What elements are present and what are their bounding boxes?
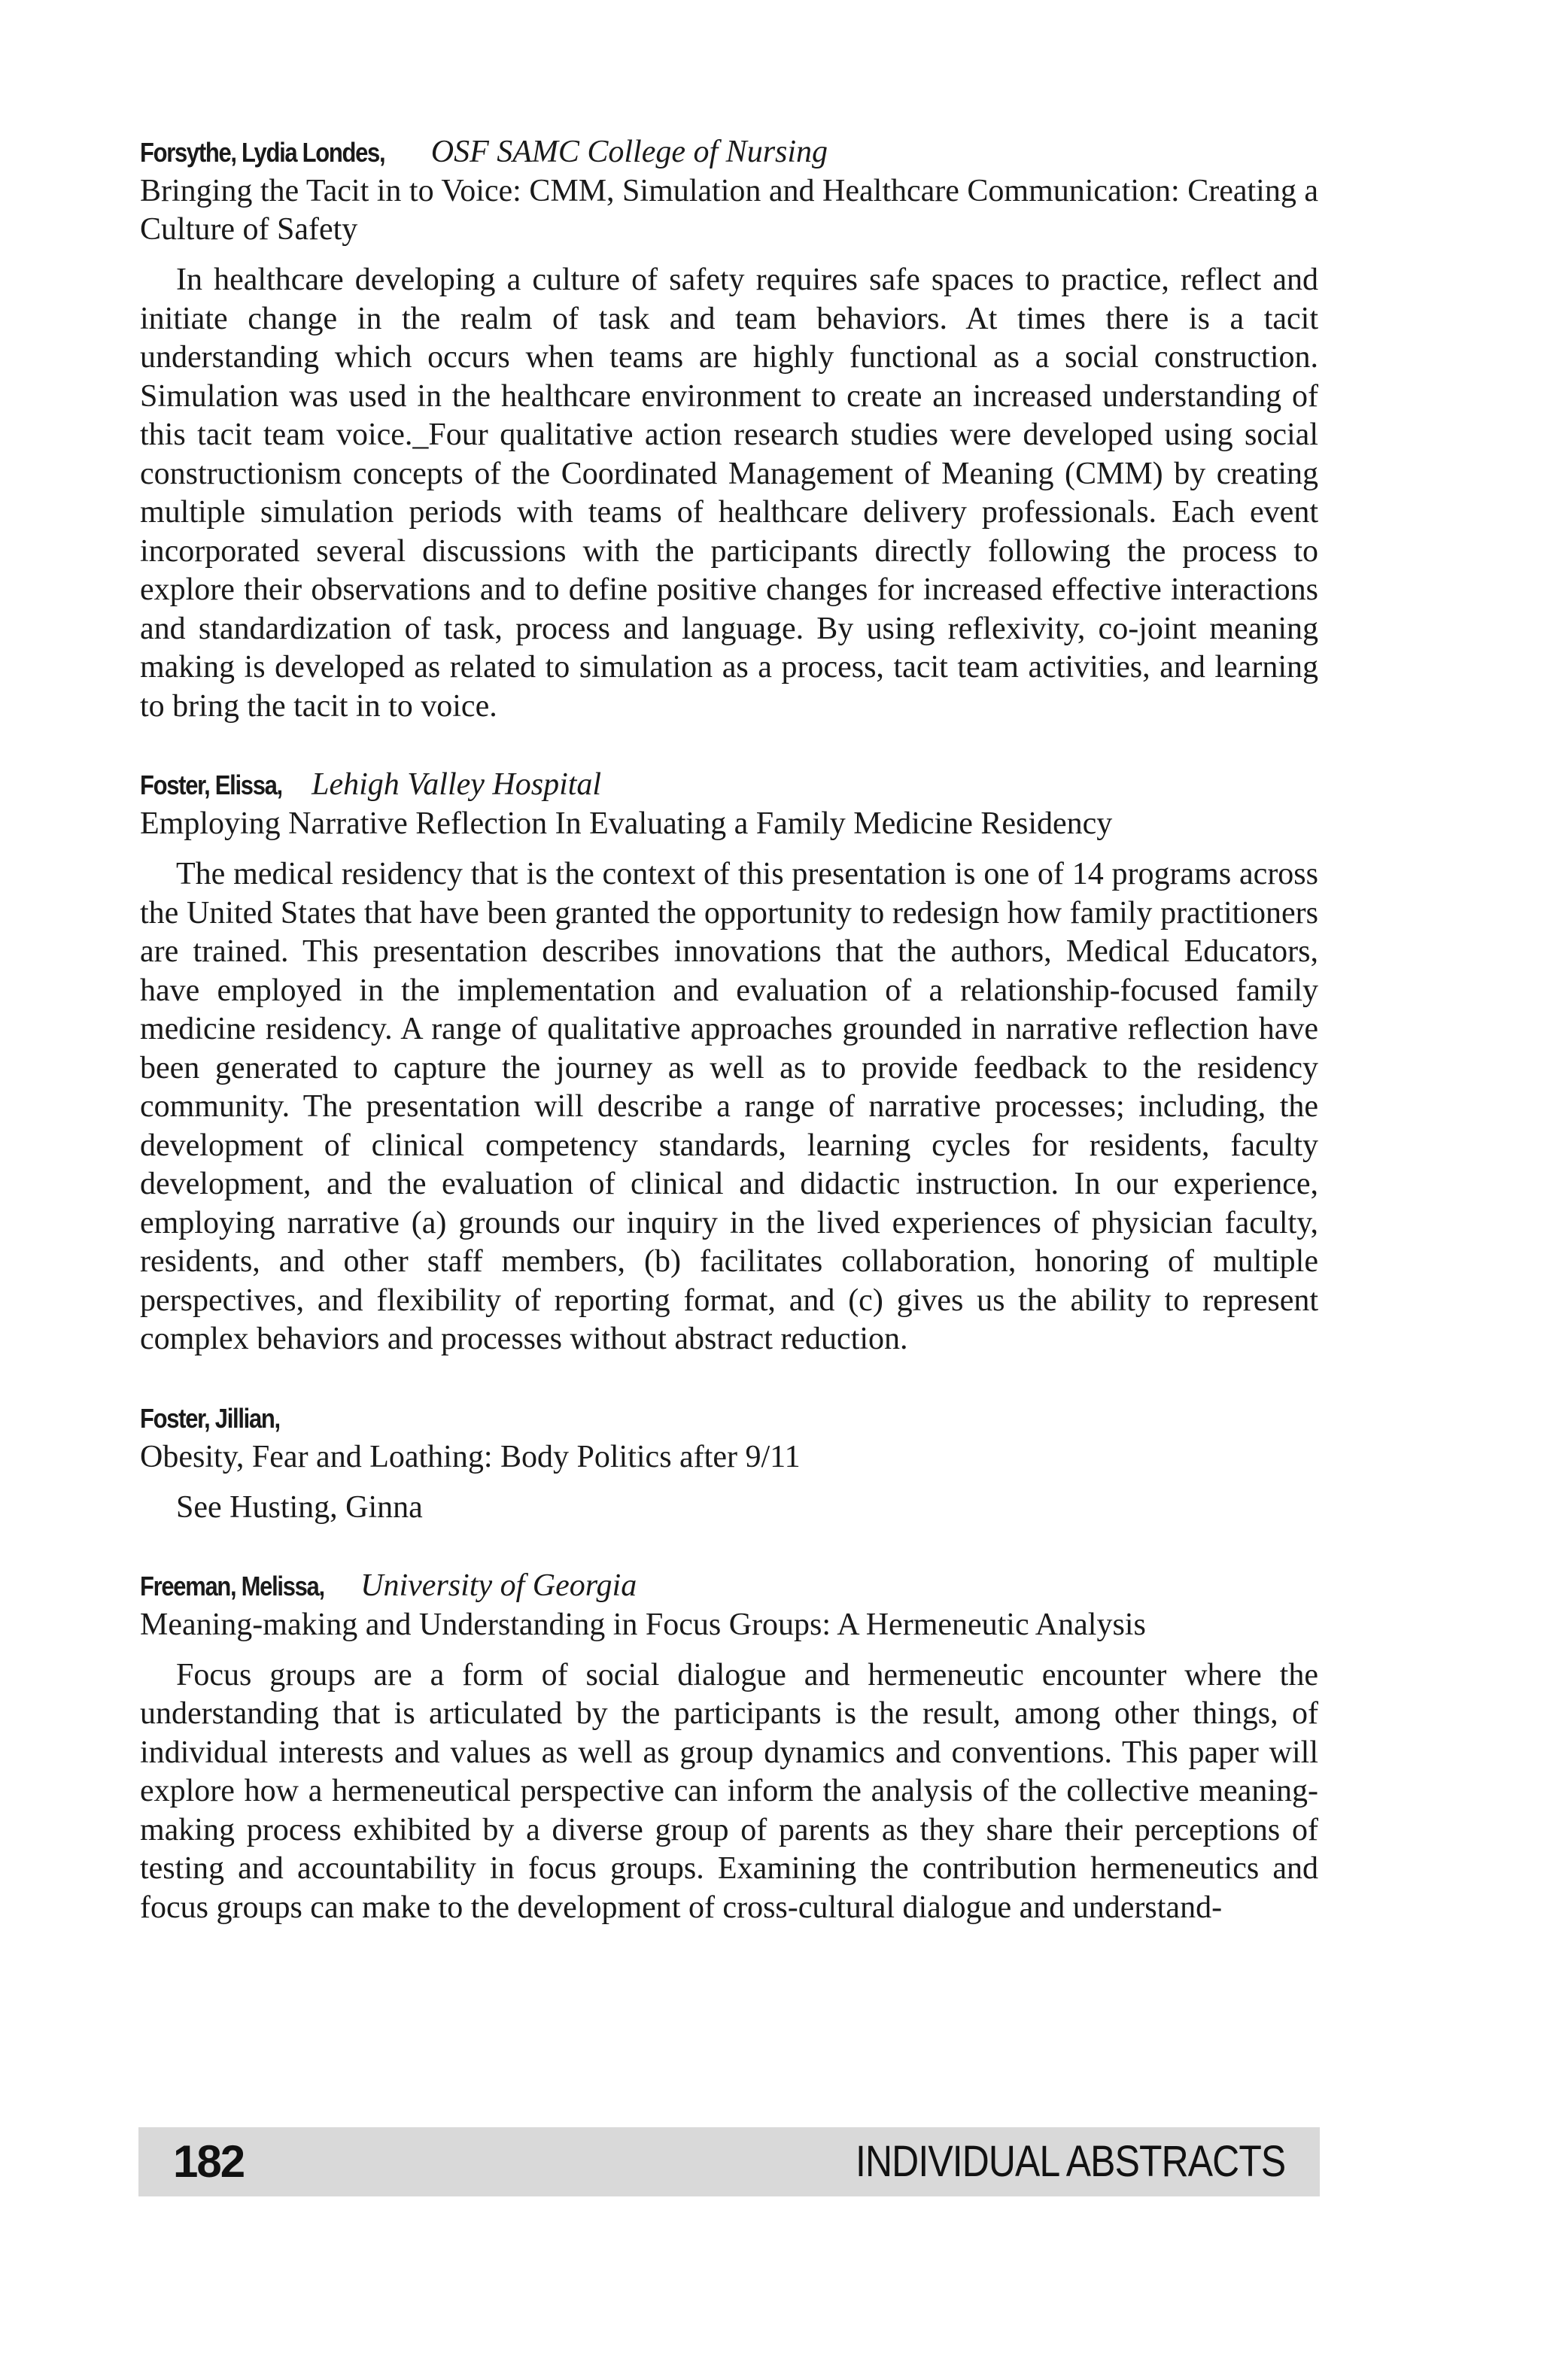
abstract-title: Bringing the Tacit in to Voice: CMM, Simulation and Healthcare Communication: Creating a Culture of Safety xyxy=(140,174,1318,247)
author-name: Forsythe, Lydia Londes, xyxy=(140,137,385,168)
abstract-entry-foster-elissa xyxy=(140,765,1318,1359)
author-name: Foster, Elissa, xyxy=(140,770,282,800)
author-affiliation: Lehigh Valley Hospital xyxy=(312,767,602,802)
entry-header xyxy=(140,1566,1318,1606)
abstract-text: The medical residency that is the context of this presentation is one of 14 programs across the United States that have been granted the opportunity to redesign how family practitioners are trained. This presentation describes innovations that the authors, Medical Educators, have employed in the implementation and evaluation of a relationship-focused family medicine residency. A range of qualitative approaches grounded in narrative reflection have been generated to capture the journey as well as to provide feedback to the residency community. The presentation will describe a range of narrative processes; including, the development of clinical competency standards, learning cycles for residents, faculty development, and the evaluation of clinical and didactic instruction. In our experience, employing narrative (a) grounds our inquiry in the lived experiences of physician faculty, residents, and other staff members, (b) facilitates collaboration, honoring of multiple perspectives, and flexibility of reporting format, and (c) gives us the ability to represent complex behaviors and processes without abstract reduction. xyxy=(140,857,1318,1356)
see-also-reference: See Husting, Ginna xyxy=(176,1489,423,1525)
abstract-title: Meaning-making and Understanding in Focus Groups: A Hermeneutic Analysis xyxy=(140,1607,1146,1642)
author-affiliation: University of Georgia xyxy=(360,1568,637,1603)
page-number: 182 xyxy=(173,2136,245,2187)
abstract-title: Employing Narrative Reflection In Evaluating a Family Medicine Residency xyxy=(140,806,1113,841)
abstract-entry-freeman xyxy=(140,1566,1318,1928)
abstracts-page xyxy=(140,132,1318,1966)
entry-header xyxy=(140,1398,1318,1438)
entry-header xyxy=(140,765,1318,805)
abstract-text: In healthcare developing a culture of safety requires safe spaces to practice, reflect and initiate change in the realm of task and team behaviors. At times there is a tacit understanding which occurs when teams are highly functional as a social construction. Simulation was used in the healthcare environment to create an increased understanding of this tacit team voice._Four qualitative action research studies were developed using social constructionism concepts of the Coordinated Management of Meaning (CMM) by creating multiple simulation periods with teams of healthcare delivery professionals. Each event incorporated several discussions with the participants directly following the process to explore their observations and to define positive changes for increased effective interactions and standardization of task, process and language. By using reflexivity, co-joint meaning making is developed as related to simulation as a process, tacit team activities, and learning to bring the tacit in to voice. xyxy=(140,263,1318,724)
author-affiliation: OSF SAMC College of Nursing xyxy=(430,135,828,169)
page-footer xyxy=(138,2127,1320,2196)
abstract-entry-forsythe xyxy=(140,132,1318,726)
entry-header xyxy=(140,132,1318,172)
section-title: INDIVIDUAL ABSTRACTS xyxy=(855,2137,1285,2186)
abstract-text: Focus groups are a form of social dialogue and hermeneutic encounter where the understanding that is articulated by the participants is the result, among other things, of individual interests and values as well as group dynamics and conventions. This paper will explore how a hermeneutical perspective can inform the analysis of the collective meaning-making process exhibited by a diverse group of parents as they share their perceptions of testing and accountability in focus groups. Examining the contribution hermeneutics and focus groups can make to the development of cross-cultural dialogue and understand- xyxy=(140,1657,1318,1925)
abstract-title: Obesity, Fear and Loathing: Body Politics after 9/11 xyxy=(140,1439,801,1474)
author-name: Freeman, Melissa, xyxy=(140,1570,324,1601)
abstract-entry-foster-jillian xyxy=(140,1398,1318,1527)
author-name: Foster, Jillian, xyxy=(140,1402,280,1434)
